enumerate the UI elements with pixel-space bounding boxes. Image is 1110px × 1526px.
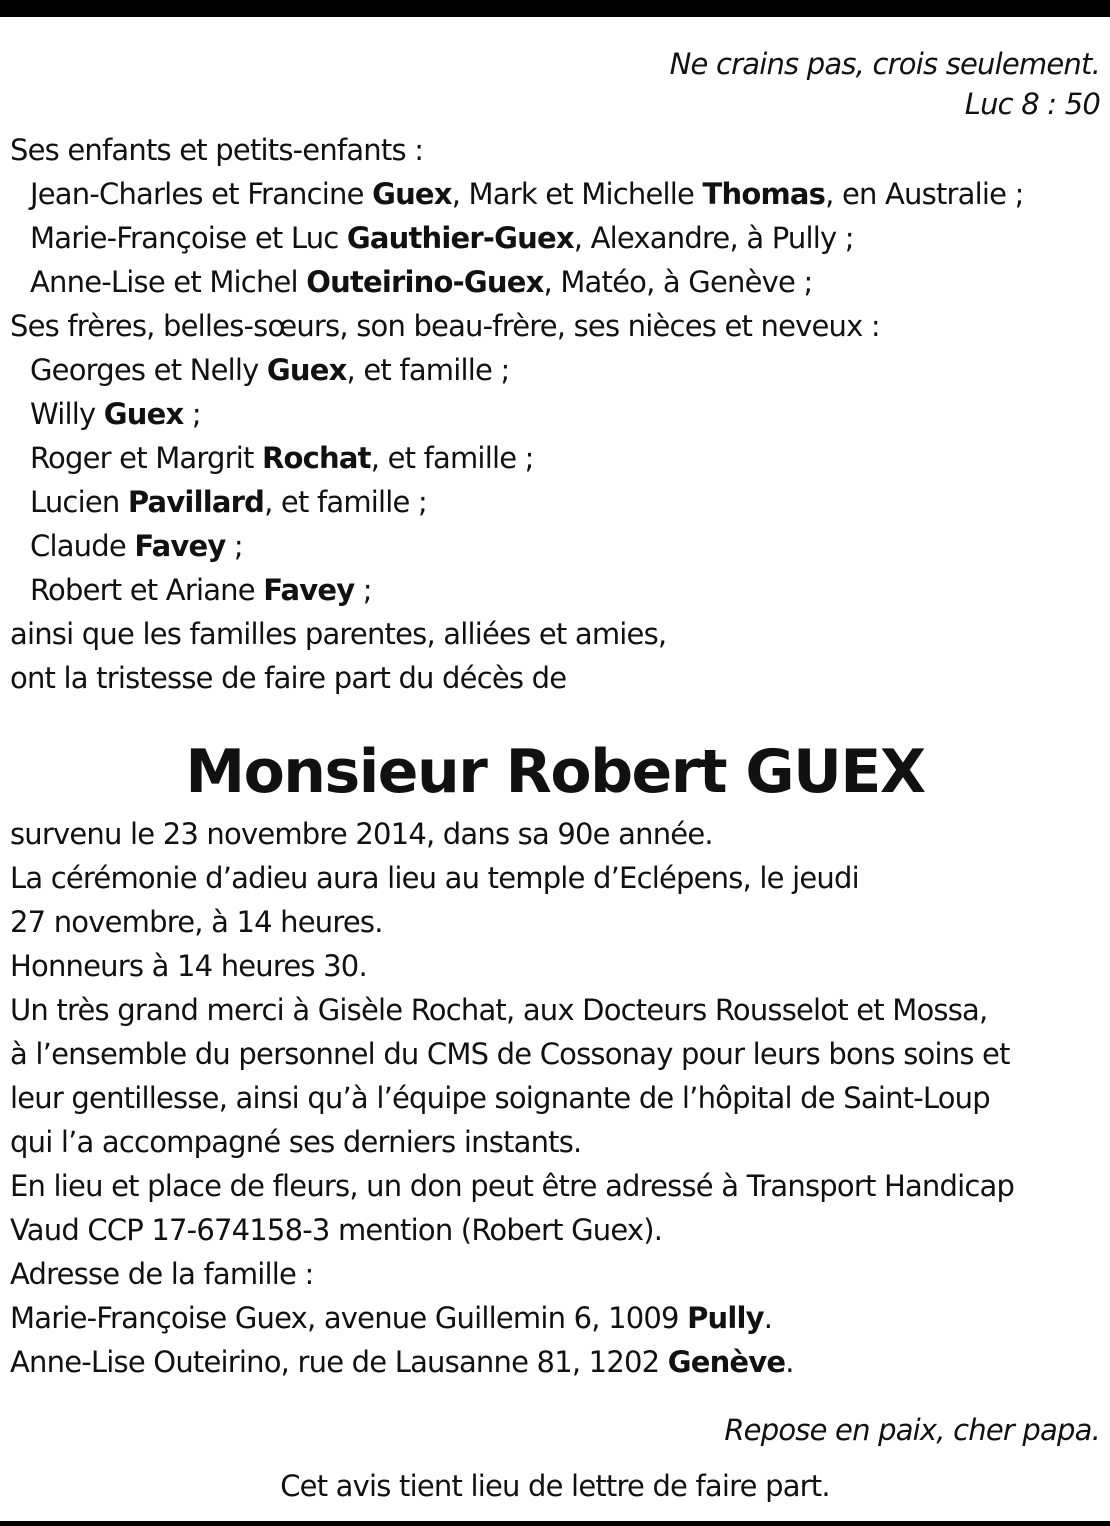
top-border xyxy=(0,0,1110,17)
detail-line: leur gentillesse, ainsi qu’à l’équipe soignante de l’hôpital de Saint-Loup xyxy=(10,1081,990,1115)
verse-reference: Luc 8 : 50 xyxy=(964,87,1100,121)
children-line: Anne-Lise et Michel Outeirino-Guex, Matéo, à Genève ; xyxy=(30,265,813,299)
bible-verse xyxy=(10,44,1100,124)
detail-line: à l’ensemble du personnel du CMS de Cossonay pour leurs bons soins et xyxy=(10,1037,1010,1071)
sibling-line: Robert et Ariane Favey ; xyxy=(30,573,372,607)
children-line: Jean-Charles et Francine Guex, Mark et Michelle Thomas, en Australie ; xyxy=(30,177,1024,211)
detail-line: qui l’a accompagné ses derniers instants. xyxy=(10,1125,582,1159)
sibling-line: Claude Favey ; xyxy=(30,529,243,563)
sibling-line: Lucien Pavillard, et famille ; xyxy=(30,485,427,519)
families-line: ainsi que les familles parentes, alliées et amies, xyxy=(10,617,667,651)
deceased-name: Monsieur Robert GUEX xyxy=(185,737,925,807)
detail-line: La cérémonie d’adieu aura lieu au temple d’Eclépens, le jeudi xyxy=(10,861,859,895)
detail-line: Un très grand merci à Gisèle Rochat, aux Docteurs Rousselot et Mossa, xyxy=(10,993,988,1027)
announce-line: ont la tristesse de faire part du décès de xyxy=(10,661,567,695)
address-line: Anne-Lise Outeirino, rue de Lausanne 81, 1202 Genève. xyxy=(10,1345,794,1379)
children-line: Marie-Françoise et Luc Gauthier-Guex, Alexandre, à Pully ; xyxy=(30,221,854,255)
detail-line: survenu le 23 novembre 2014, dans sa 90e année. xyxy=(10,817,713,851)
detail-line: Adresse de la famille : xyxy=(10,1257,314,1291)
footer-note: Cet avis tient lieu de lettre de faire part. xyxy=(280,1469,830,1503)
detail-line: En lieu et place de fleurs, un don peut être adressé à Transport Handicap xyxy=(10,1169,1015,1203)
sibling-line: Georges et Nelly Guex, et famille ; xyxy=(30,353,510,387)
detail-line: Vaud CCP 17-674158-3 mention (Robert Guex). xyxy=(10,1213,663,1247)
closing-phrase: Repose en paix, cher papa. xyxy=(724,1413,1100,1447)
detail-line: Honneurs à 14 heures 30. xyxy=(10,949,367,983)
family-intro: Ses enfants et petits-enfants : xyxy=(10,133,424,167)
detail-line: 27 novembre, à 14 heures. xyxy=(10,905,383,939)
verse-text: Ne crains pas, crois seulement. xyxy=(669,47,1100,81)
bottom-border xyxy=(0,1521,1110,1526)
address-line: Marie-Françoise Guex, avenue Guillemin 6, 1009 Pully. xyxy=(10,1301,773,1335)
obituary-notice xyxy=(10,44,1100,1508)
siblings-intro: Ses frères, belles-sœurs, son beau-frère, ses nièces et neveux : xyxy=(10,309,880,343)
sibling-line: Willy Guex ; xyxy=(30,397,201,431)
sibling-line: Roger et Margrit Rochat, et famille ; xyxy=(30,441,534,475)
